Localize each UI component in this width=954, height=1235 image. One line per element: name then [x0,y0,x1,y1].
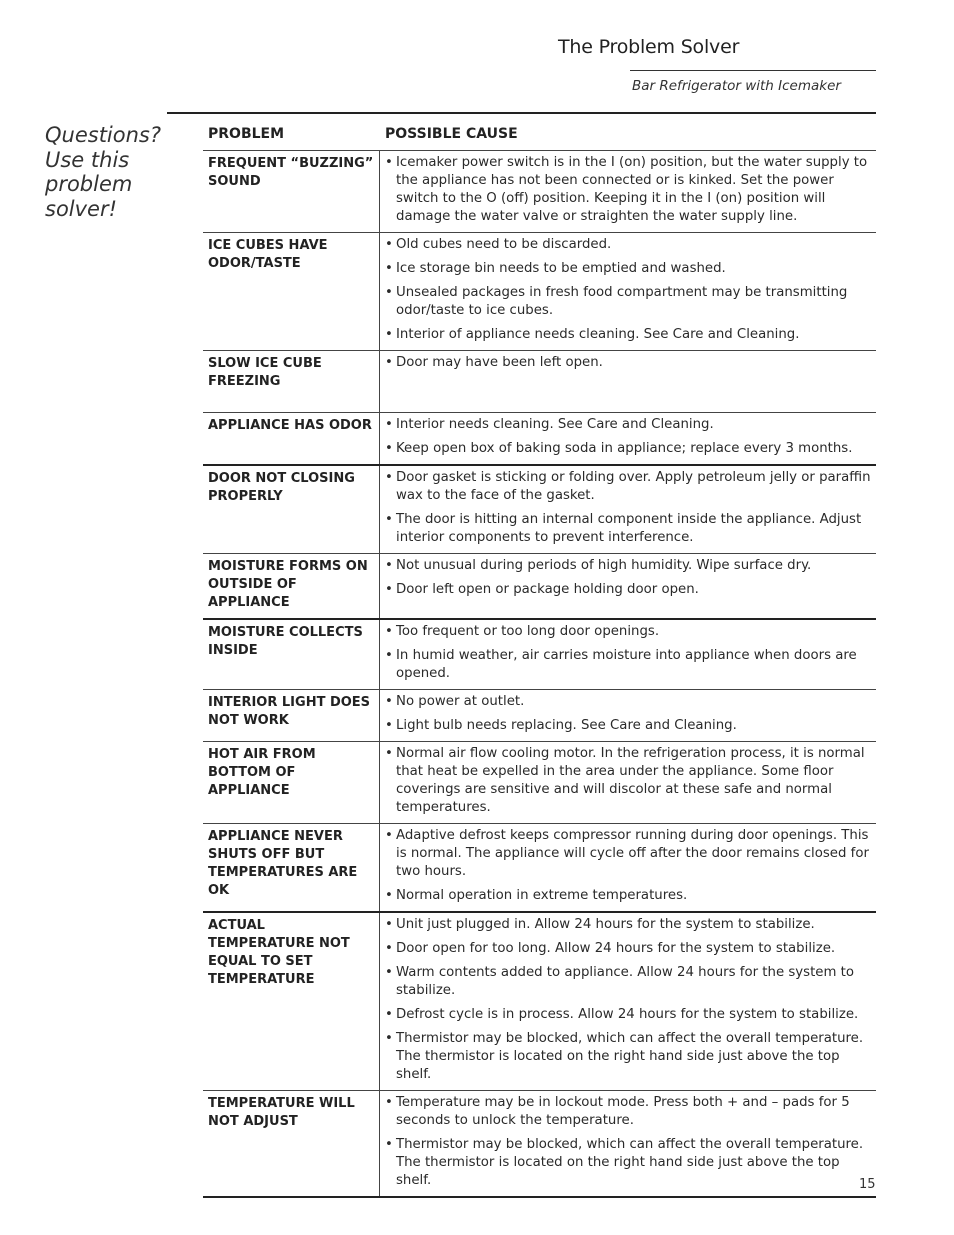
problem-cell: APPLIANCE HAS ODOR [203,413,380,464]
cause-item: • Unit just plugged in. Allow 24 hours for the system to stabilize. [385,916,872,934]
top-rule [167,112,876,114]
column-header-problem: PROBLEM [208,126,285,142]
table-body [203,151,876,1198]
cause-item: • Adaptive defrost keeps compressor running during door openings. This is normal. The appliance will cycle off after the door remains closed for two hours. [385,827,872,881]
table-row [203,413,876,466]
table-row [203,151,876,233]
cause-item: • Thermistor may be blocked, which can affect the overall temperature. The thermistor is located on the right hand side just above the top shelf. [385,1136,872,1190]
table-row [203,742,876,824]
problem-cell: HOT AIR FROM BOTTOM OF APPLIANCE [203,742,380,823]
cause-item: • Normal operation in extreme temperatures. [385,887,872,905]
cause-cell [380,824,876,911]
cause-item: • Door gasket is sticking or folding over. Apply petroleum jelly or paraffin wax to the face of the gasket. [385,469,872,505]
cause-item: • Not unusual during periods of high humidity. Wipe surface dry. [385,557,872,575]
table-row [203,466,876,554]
table-row [203,554,876,620]
problem-cell: MOISTURE FORMS ON OUTSIDE OF APPLIANCE [203,554,380,618]
table-row [203,233,876,351]
cause-cell [380,742,876,823]
cause-cell [380,151,876,232]
problem-cell: ICE CUBES HAVE ODOR/TASTE [203,233,380,350]
table-row [203,690,876,742]
cause-item: • No power at outlet. [385,693,872,711]
cause-item: • Door open for too long. Allow 24 hours for the system to stabilize. [385,940,872,958]
cause-item: • Door left open or package holding door open. [385,581,872,599]
problem-cell: DOOR NOT CLOSING PROPERLY [203,466,380,553]
cause-item: • Warm contents added to appliance. Allow 24 hours for the system to stabilize. [385,964,872,1000]
cause-cell [380,466,876,553]
column-header-cause: POSSIBLE CAUSE [385,126,518,142]
cause-item: • Unsealed packages in fresh food compartment may be transmitting odor/taste to ice cubes. [385,284,872,320]
page-subtitle: Bar Refrigerator with Icemaker [632,78,841,94]
problem-cell: MOISTURE COLLECTS INSIDE [203,620,380,689]
cause-item: • Old cubes need to be discarded. [385,236,872,254]
cause-item: • Interior of appliance needs cleaning. See Care and Cleaning. [385,326,872,344]
cause-item: • Too frequent or too long door openings. [385,623,872,641]
problem-cell: SLOW ICE CUBE FREEZING [203,351,380,412]
cause-item: • Defrost cycle is in process. Allow 24 hours for the system to stabilize. [385,1006,872,1024]
table-row [203,1091,876,1198]
cause-item: • Normal air flow cooling motor. In the refrigeration process, it is normal that heat be expelled in the area under the appliance. Some floor coverings are sensitive and will discolor at these safe and normal temperatures. [385,745,872,817]
table-header [203,122,876,151]
subtitle-rule [630,70,876,71]
problem-cell: APPLIANCE NEVER SHUTS OFF BUT TEMPERATURES ARE OK [203,824,380,911]
cause-item: • Light bulb needs replacing. See Care and Cleaning. [385,717,872,735]
cause-item: • Door may have been left open. [385,354,872,372]
cause-cell [380,554,876,618]
cause-cell [380,1091,876,1196]
cause-item: • The door is hitting an internal component inside the appliance. Adjust interior components to prevent interference. [385,511,872,547]
cause-cell [380,913,876,1090]
cause-item: • In humid weather, air carries moisture into appliance when doors are opened. [385,647,872,683]
cause-cell [380,233,876,350]
cause-cell [380,413,876,464]
cause-item: • Interior needs cleaning. See Care and Cleaning. [385,416,872,434]
page-title: The Problem Solver [558,36,740,58]
cause-item: • Thermistor may be blocked, which can affect the overall temperature. The thermistor is located on the right hand side just above the top shelf. [385,1030,872,1084]
table-row [203,913,876,1091]
page-number: 15 [859,1177,876,1192]
problem-cell: INTERIOR LIGHT DOES NOT WORK [203,690,380,741]
cause-cell [380,690,876,741]
problem-solver-table [203,122,876,1198]
table-row [203,351,876,413]
cause-cell [380,620,876,689]
table-row [203,620,876,690]
cause-item: • Keep open box of baking soda in appliance; replace every 3 months. [385,440,872,458]
side-heading: Questions? Use this problem solver! [45,123,162,221]
table-row [203,824,876,913]
cause-item: • Ice storage bin needs to be emptied and washed. [385,260,872,278]
cause-cell [380,351,876,412]
problem-cell: ACTUAL TEMPERATURE NOT EQUAL TO SET TEMPERATURE [203,913,380,1090]
problem-cell: FREQUENT “BUZZING” SOUND [203,151,380,232]
problem-cell: TEMPERATURE WILL NOT ADJUST [203,1091,380,1196]
cause-item: • Temperature may be in lockout mode. Press both + and – pads for 5 seconds to unlock the temperature. [385,1094,872,1130]
cause-item: • Icemaker power switch is in the I (on) position, but the water supply to the appliance has not been connected or is kinked. Set the power switch to the O (off) position. Keeping it in the I (on) position will damage the water valve or straighten the water supply line. [385,154,872,226]
